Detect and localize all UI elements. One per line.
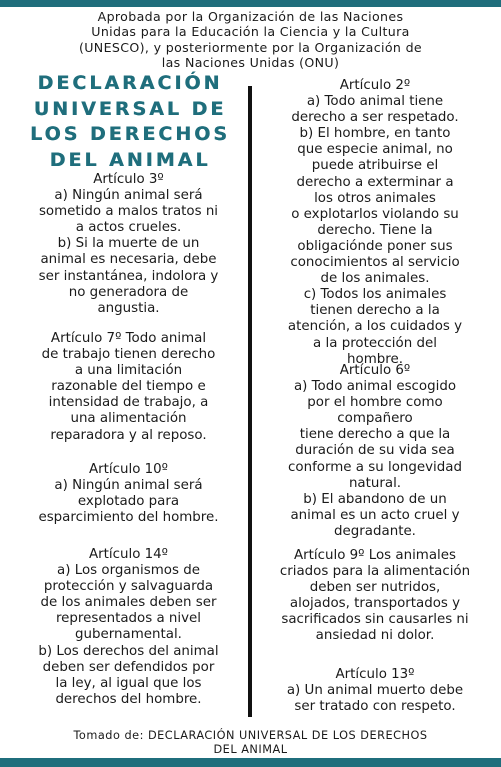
article-7: Artículo 7º Todo animal de trabajo tienen derecho a una limitación razonable del tiempo e intensidad de trabajo, a una alimentación reparadora y al reposo.: [41, 331, 216, 443]
intro-text: Aprobada por la Organización de las Naciones Unidas para la Educación la Ciencia y la Cultura (UNESCO), y posteriormente por la Organización de las Naciones Unidas (ONU): [78, 9, 423, 71]
article-9: Artículo 9º Los animales criados para la alimentación deben ser nutridos, alojados, transportados y sacrificados sin causarles ni ansiedad ni dolor.: [279, 548, 471, 644]
article-6: Artículo 6º a) Todo animal escogido por el hombre como compañero tiene derecho a que la duración de su vida sea conforme a su longevidad natural. b) El abandono de un animal es un acto cruel y degradante.: [288, 363, 462, 539]
article-10: Artículo 10º a) Ningún animal será explotado para esparcimiento del hombre.: [38, 462, 219, 526]
article-13: Artículo 13º a) Un animal muerto debe ser tratado con respeto.: [286, 667, 464, 715]
article-2: Artículo 2º a) Todo animal tiene derecho a ser respetado. b) El hombre, en tanto que especie animal, no puede atribuirse el derecho a exterminar a los otros animales o explotarlos violando su derecho. Tiene la obligaciónde poner sus conocimientos al servicio de los animales. c) Todos los animales tienen derecho a la atención, a los cuidados y a la protección del hombre.: [287, 78, 463, 367]
page-title: DECLARACIÓN UNIVERSAL DE LOS DERECHOS DEL ANIMAL: [30, 72, 230, 171]
bottom-accent-bar: [0, 758, 501, 767]
article-14: Artículo 14º a) Los organismos de protección y salvaguarda de los animales deben ser representados a nivel gubernamental. b) Los derechos del animal deben ser defendidos por la ley, al igual que los derechos del hombre.: [38, 547, 219, 707]
top-accent-bar: [0, 0, 501, 7]
article-3: Artículo 3º a) Ningún animal será sometido a malos tratos ni a actos crueles. b) Si la muerte de un animal es necesaria, debe ser instantánea, indolora y no generadora de angustia.: [38, 172, 219, 316]
source-footer: Tomado de: DECLARACIÓN UNIVERSAL DE LOS DERECHOS DEL ANIMAL: [73, 729, 428, 756]
column-divider: [248, 86, 252, 717]
